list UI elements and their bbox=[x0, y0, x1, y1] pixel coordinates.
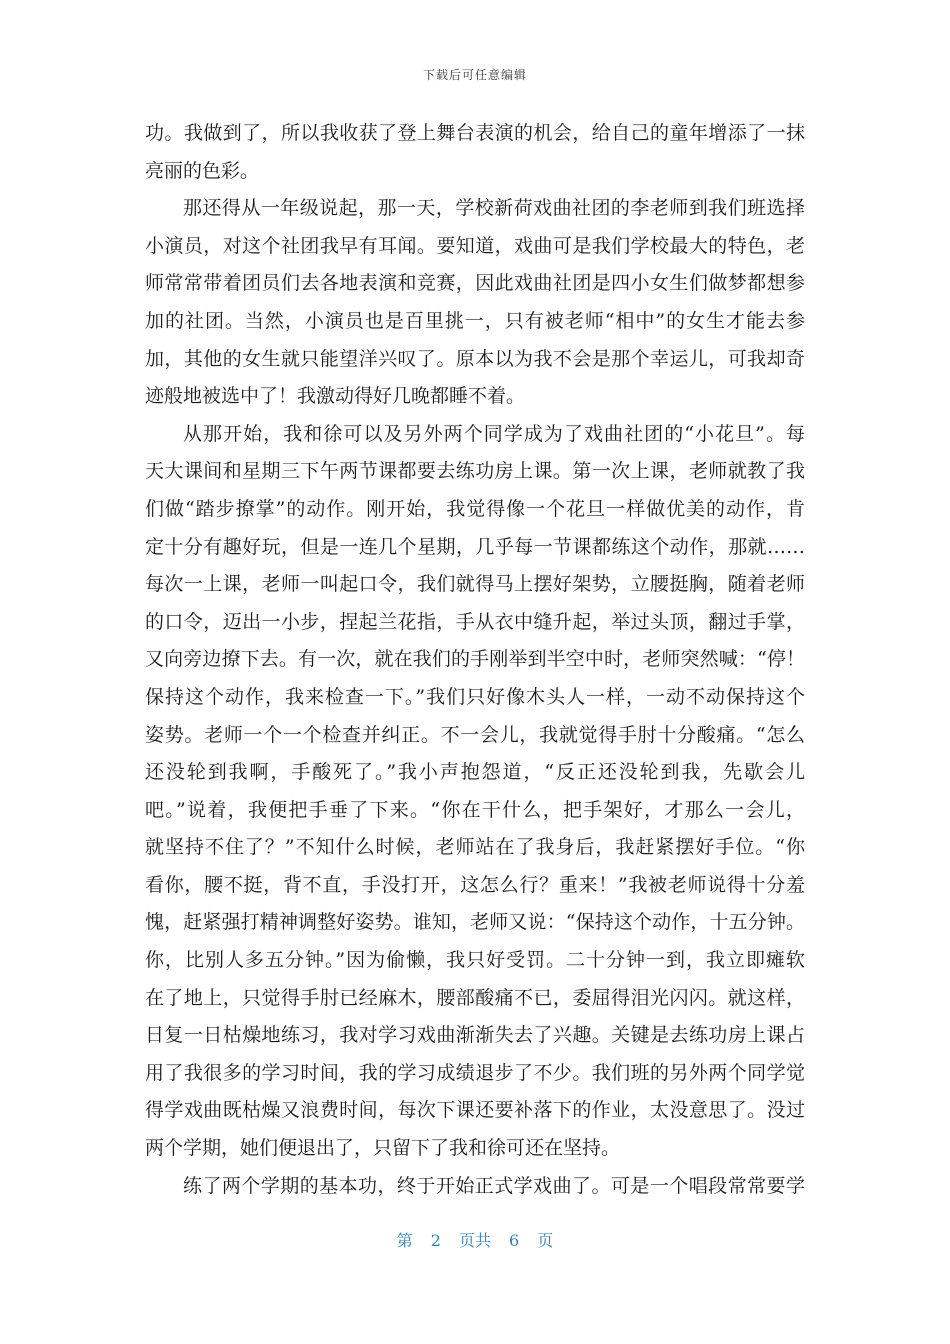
text-line: 保持这个动作，我来检查一下。”我们只好像木头人一样，一动不动保持这个 bbox=[145, 685, 805, 708]
text-line: 吧。”说着，我便把手垂了下来。“你在干什么，把手架好，才那么一会儿， bbox=[145, 798, 805, 821]
text-line: 那还得从一年级说起，那一天，学校新荷戏曲社团的李老师到我们班选择 bbox=[183, 197, 805, 220]
text-line: 就坚持不住了？”不知什么时候，老师站在了我身后，我赶紧摆好手位。“你 bbox=[145, 836, 805, 859]
footer-prefix: 第 bbox=[396, 1231, 413, 1250]
text-line: 功。我做到了，所以我收获了登上舞台表演的机会，给自己的童年增添了一抹 bbox=[145, 122, 805, 144]
text-line: 练了两个学期的基本功，终于开始正式学戏曲了。可是一个唱段常常要学 bbox=[183, 1174, 805, 1197]
text-line: 看你，腰不挺，背不直，手没打开，这怎么行？重来！”我被老师说得十分羞 bbox=[145, 873, 805, 896]
footer-total-pages: 6 bbox=[509, 1231, 520, 1250]
page-footer bbox=[0, 1228, 950, 1251]
text-line: 每次一上课，老师一叫起口令，我们就得马上摆好架势，立腰挺胸，随着老师 bbox=[145, 573, 805, 596]
header-note: 下载后可任意编辑 bbox=[422, 68, 527, 82]
text-line: 定十分有趣好玩，但是一连几个星期，几乎每一节课都练这个动作，那就…… bbox=[145, 535, 805, 558]
text-line: 亮丽的色彩。 bbox=[145, 159, 260, 182]
text-line: 天大课间和星期三下午两节课都要去练功房上课。第一次上课，老师就教了我 bbox=[145, 460, 805, 483]
text-line: 师常常带着团员们去各地表演和竞赛，因此戏曲社团是四小女生们做梦都想参 bbox=[145, 272, 805, 295]
footer-middle: 页共 bbox=[458, 1231, 491, 1250]
footer-page-number: 2 bbox=[430, 1231, 441, 1250]
document-body bbox=[145, 115, 805, 1205]
text-line: 你，比别人多五分钟。”因为偷懒，我只好受罚。二十分钟一到，我立即瘫软 bbox=[145, 949, 805, 972]
text-line: 日复一日枯燥地练习，我对学习戏曲渐渐失去了兴趣。关键是去练功房上课占 bbox=[145, 1024, 805, 1047]
text-line: 姿势。老师一个一个检查并纠正。不一会儿，我就觉得手肘十分酸痛。“怎么 bbox=[145, 723, 805, 746]
text-line: 两个学期，她们便退出了，只留下了我和徐可还在坚持。 bbox=[145, 1137, 621, 1160]
footer-suffix: 页 bbox=[537, 1231, 554, 1250]
text-line: 小演员，对这个社团我早有耳闻。要知道，戏曲可是我们学校最大的特色，老 bbox=[145, 234, 805, 257]
text-line: 在了地上，只觉得手肘已经麻木，腰部酸痛不已，委屈得泪光闪闪。就这样， bbox=[145, 986, 805, 1009]
text-line: 又向旁边撩下去。有一次，就在我们的手刚举到半空中时，老师突然喊：“停！ bbox=[145, 648, 805, 671]
text-line: 从那开始，我和徐可以及另外两个同学成为了戏曲社团的“小花旦”。每 bbox=[183, 422, 805, 445]
text-line: 用了我很多的学习时间，我的学习成绩退步了不少。我们班的另外两个同学觉 bbox=[145, 1061, 805, 1084]
text-line: 加的社团。当然，小演员也是百里挑一，只有被老师“相中”的女生才能去参 bbox=[145, 309, 805, 332]
text-line: 愧，赶紧强打精神调整好姿势。谁知，老师又说：“保持这个动作，十五分钟。 bbox=[145, 911, 805, 934]
text-line: 的口令，迈出一小步，捏起兰花指，手从衣中缝升起，举过头顶，翻过手掌， bbox=[145, 610, 805, 633]
text-line: 得学戏曲既枯燥又浪费时间，每次下课还要补落下的作业，太没意思了。没过 bbox=[145, 1099, 805, 1122]
text-line: 们做“踏步撩掌”的动作。刚开始，我觉得像一个花旦一样做优美的动作，肯 bbox=[145, 497, 805, 520]
text-line: 加，其他的女生就只能望洋兴叹了。原本以为我不会是那个幸运儿，可我却奇 bbox=[145, 347, 805, 370]
text-line: 迹般地被选中了！我激动得好几晚都睡不着。 bbox=[145, 385, 526, 408]
text-line: 还没轮到我啊，手酸死了。”我小声抱怨道，“反正还没轮到我，先歇会儿 bbox=[145, 761, 805, 784]
